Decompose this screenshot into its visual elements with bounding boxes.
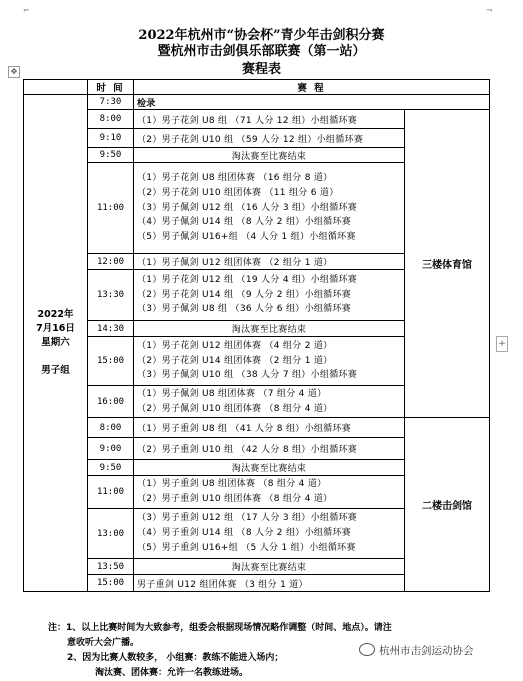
event-line: （3）男子佩剑 U8 组 （36 人分 6 组）小组循环赛 (137, 304, 352, 315)
event-line: （1）男子佩剑 U8 组团体赛 （7 组分 4 道） (137, 388, 327, 399)
group-date-line: 2022年 (37, 309, 74, 320)
schedule-table (23, 79, 490, 592)
event-line: （3）男子佩剑 U12 组 （16 人分 3 组）小组循环赛 (137, 202, 358, 213)
header-blank (24, 80, 88, 95)
title-line-2: 暨杭州市击剑俱乐部联赛（第一站） (157, 44, 366, 59)
time-cell: 8:00 (88, 110, 134, 129)
schedule-cell (134, 337, 405, 386)
event-line: （2）男子花剑 U14 组 （9 人分 2 组）小组循环赛 (137, 289, 352, 300)
header-time: 时 间 (88, 80, 134, 95)
schedule-cell (134, 254, 405, 270)
table-move-handle-icon[interactable]: ✥ (8, 66, 20, 78)
title-line-1: 2022年杭州市“协会杯”青少年击剑积分赛 (138, 28, 385, 43)
schedule-cell (134, 476, 405, 509)
event-line: （4）男子佩剑 U14 组 （8 人分 2 组）小组循环赛 (137, 217, 352, 228)
event-line: （2）男子重剑 U10 组 （42 人分 8 组）小组循环赛 (137, 445, 358, 455)
group-date-cell (24, 95, 88, 592)
event-line: （3）男子佩剑 U10 组 （38 人分 7 组）小组循环赛 (137, 370, 358, 381)
time-cell: 15:00 (88, 337, 134, 386)
schedule-cell (134, 110, 405, 129)
event-line: （1）男子花剑 U8 组团体赛 （16 组分 8 道） (137, 172, 333, 183)
group-date-line: 男子组 (41, 365, 70, 376)
note-line-2: 2、因为比赛人数较多， 小组赛：教练不能进入场内； (67, 653, 284, 663)
event-line: （1）男子花剑 U8 组 （71 人分 12 组）小组循环赛 (137, 115, 358, 126)
time-cell: 8:00 (88, 418, 134, 438)
time-cell: 15:00 (88, 575, 134, 592)
time-cell: 12:00 (88, 254, 134, 270)
event-line: 淘汰赛至比赛结束 (231, 464, 307, 474)
schedule-cell (134, 163, 405, 254)
checkin-label: 检录 (137, 98, 156, 109)
event-line: （5）男子佩剑 U16+组 （4 人分 1 组）小组循环赛 (137, 232, 356, 243)
event-line: （2）男子花剑 U10 组 （59 人分 12 组）小组循环赛 (137, 134, 364, 145)
venue-cell-third-floor: 三楼体育馆 (405, 110, 490, 418)
schedule-cell (134, 559, 405, 575)
time-cell: 14:30 (88, 321, 134, 337)
schedule-cell (134, 509, 405, 559)
time-cell: 9:10 (88, 129, 134, 148)
time-cell: 9:50 (88, 148, 134, 163)
table-header-row (24, 80, 490, 95)
event-line: （2）男子佩剑 U10 组团体赛 （8 组分 4 道） (137, 403, 333, 414)
event-line: （5）男子重剑 U16+组 （5 人分 1 组）小组循环赛 (137, 542, 356, 553)
corner-mark-right: ¬ (486, 6, 493, 15)
time-cell: 11:00 (88, 476, 134, 509)
event-line: （1）男子重剑 U8 组 （41 人分 8 组）小组循环赛 (137, 424, 352, 434)
event-line: （1）男子花剑 U12 组 （19 人分 4 组）小组循环赛 (137, 274, 358, 285)
event-line: 淘汰赛至比赛结束 (231, 325, 307, 335)
schedule-cell (134, 270, 405, 321)
watermark (359, 643, 474, 658)
event-line: （2）男子重剑 U10 组团体赛 （8 组分 4 道） (137, 494, 333, 504)
schedule-cell (134, 575, 405, 592)
time-cell: 13:50 (88, 559, 134, 575)
header-schedule: 赛 程 (134, 80, 490, 95)
time-cell: 9:50 (88, 460, 134, 476)
time-cell: 13:30 (88, 270, 134, 321)
time-cell: 9:00 (88, 438, 134, 460)
time-cell: 16:00 (88, 386, 134, 418)
schedule-cell (134, 460, 405, 476)
wechat-icon (359, 643, 375, 656)
table-row (24, 110, 490, 129)
table-row (24, 95, 490, 110)
event-line: （3）男子重剑 U12 组 （17 人分 3 组）小组循环赛 (137, 513, 358, 524)
event-line: （4）男子重剑 U14 组 （8 人分 2 组）小组循环赛 (137, 528, 352, 539)
corner-mark-left: ⌐ (23, 6, 30, 15)
schedule-cell (134, 418, 405, 438)
event-line: （1）男子佩剑 U12 组团体赛 （2 组分 1 道） (137, 258, 333, 268)
time-cell: 11:00 (88, 163, 134, 254)
schedule-cell (134, 95, 490, 110)
schedule-cell (134, 386, 405, 418)
schedule-cell (134, 321, 405, 337)
event-line: 男子重剑 U12 组团体赛 （3 组分 1 道） (137, 579, 308, 590)
schedule-cell (134, 148, 405, 163)
expand-plus-icon[interactable]: + (496, 336, 508, 352)
venue-cell-second-floor: 二楼击剑馆 (405, 418, 490, 592)
title-line-3: 赛程表 (241, 62, 281, 77)
group-date-line: 星期六 (41, 337, 70, 348)
schedule-cell (134, 129, 405, 148)
note-line-1b: 意收听大会广播。 (67, 638, 140, 648)
note-line-1: 注：1、以上比赛时间为大致参考，组委会根据现场情况略作调整（时间、地点）。请注 (48, 623, 392, 633)
schedule-cell (134, 438, 405, 460)
event-line: （2）男子花剑 U10 组团体赛 （11 组分 6 道） (137, 187, 339, 198)
event-line: 淘汰赛至比赛结束 (231, 151, 307, 162)
time-cell: 7:30 (88, 95, 134, 110)
event-line: （1）男子花剑 U12 组团体赛 （4 组分 2 道） (137, 340, 333, 351)
time-cell: 13:00 (88, 509, 134, 559)
event-line: （1）男子重剑 U8 组团体赛 （8 组分 4 道） (137, 479, 327, 490)
event-line: （2）男子花剑 U14 组团体赛 （2 组分 1 道） (137, 355, 333, 366)
group-date-line: 7月16日 (36, 323, 75, 334)
note-line-3: 淘汰赛、团体赛：允许一名教练进场。 (95, 668, 249, 678)
event-line: 淘汰赛至比赛结束 (231, 563, 307, 573)
watermark-text: 杭州市击剑运动协会 (379, 645, 474, 657)
table-row (24, 418, 490, 438)
group-date-line (27, 350, 84, 364)
